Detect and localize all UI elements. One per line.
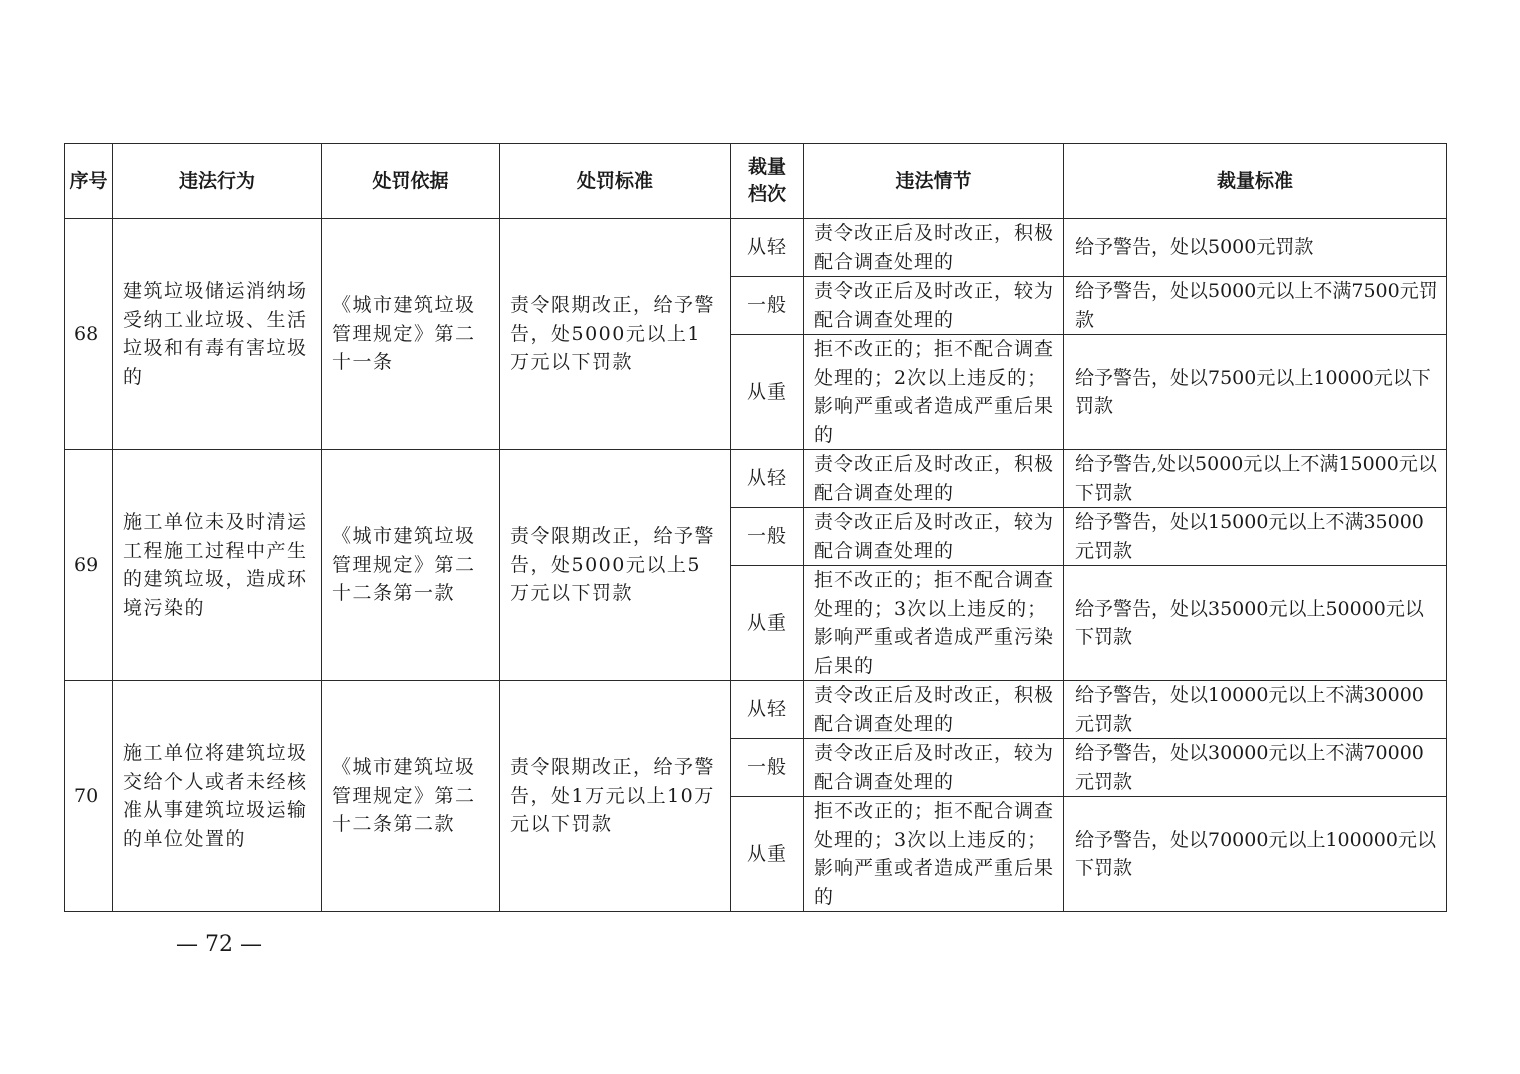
row-seq: 68	[65, 219, 113, 450]
row-basis: 《城市建筑垃圾管理规定》第二十二条第一款	[322, 450, 500, 681]
table-row	[65, 450, 1447, 508]
row-basis: 《城市建筑垃圾管理规定》第二十二条第二款	[322, 681, 500, 912]
row-standard: 责令限期改正，给予警告，处1万元以上10万元以下罚款	[500, 681, 731, 912]
row-standard: 责令限期改正，给予警告，处5000元以上1万元以下罚款	[500, 219, 731, 450]
header-act: 违法行为	[113, 144, 322, 219]
discretion-cell: 给予警告，处以7500元以上10000元以下罚款	[1064, 335, 1447, 450]
row-seq: 69	[65, 450, 113, 681]
discretion-cell: 给予警告，处以5000元以上不满7500元罚款	[1064, 277, 1447, 335]
header-row	[65, 144, 1447, 219]
row-standard: 责令限期改正，给予警告，处5000元以上5万元以下罚款	[500, 450, 731, 681]
level-cell: 从重	[731, 566, 804, 681]
discretion-cell: 给予警告，处以10000元以上不满30000元罚款	[1064, 681, 1447, 739]
discretion-cell: 给予警告，处以15000元以上不满35000元罚款	[1064, 508, 1447, 566]
header-standard: 处罚标准	[500, 144, 731, 219]
level-cell: 从重	[731, 335, 804, 450]
row-act: 施工单位将建筑垃圾交给个人或者未经核准从事建筑垃圾运输的单位处置的	[113, 681, 322, 912]
level-cell: 一般	[731, 508, 804, 566]
discretion-cell: 给予警告，处以5000元罚款	[1064, 219, 1447, 277]
row-basis: 《城市建筑垃圾管理规定》第二十一条	[322, 219, 500, 450]
table-row	[65, 219, 1447, 277]
level-cell: 一般	[731, 277, 804, 335]
header-level: 裁量档次	[731, 144, 804, 219]
penalty-discretion-table	[64, 143, 1447, 912]
circumstance-cell: 责令改正后及时改正，积极配合调查处理的	[804, 681, 1064, 739]
level-cell: 从重	[731, 797, 804, 912]
discretion-cell: 给予警告,处以5000元以上不满15000元以下罚款	[1064, 450, 1447, 508]
circumstance-cell: 责令改正后及时改正，较为配合调查处理的	[804, 508, 1064, 566]
discretion-cell: 给予警告，处以35000元以上50000元以下罚款	[1064, 566, 1447, 681]
header-seq: 序号	[65, 144, 113, 219]
row-seq: 70	[65, 681, 113, 912]
circumstance-cell: 拒不改正的；拒不配合调查处理的；2次以上违反的；影响严重或者造成严重后果的	[804, 335, 1064, 450]
circumstance-cell: 责令改正后及时改正，较为配合调查处理的	[804, 277, 1064, 335]
row-act: 施工单位未及时清运工程施工过程中产生的建筑垃圾，造成环境污染的	[113, 450, 322, 681]
page-number: — 72 —	[176, 932, 262, 957]
circumstance-cell: 责令改正后及时改正，积极配合调查处理的	[804, 219, 1064, 277]
level-cell: 从轻	[731, 450, 804, 508]
header-discretion: 裁量标准	[1064, 144, 1447, 219]
level-cell: 从轻	[731, 681, 804, 739]
header-circumstance: 违法情节	[804, 144, 1064, 219]
level-cell: 从轻	[731, 219, 804, 277]
discretion-cell: 给予警告，处以70000元以上100000元以下罚款	[1064, 797, 1447, 912]
circumstance-cell: 拒不改正的；拒不配合调查处理的；3次以上违反的；影响严重或者造成严重后果的	[804, 797, 1064, 912]
row-act: 建筑垃圾储运消纳场受纳工业垃圾、生活垃圾和有毒有害垃圾的	[113, 219, 322, 450]
header-basis: 处罚依据	[322, 144, 500, 219]
level-cell: 一般	[731, 739, 804, 797]
circumstance-cell: 责令改正后及时改正，积极配合调查处理的	[804, 450, 1064, 508]
circumstance-cell: 责令改正后及时改正，较为配合调查处理的	[804, 739, 1064, 797]
discretion-cell: 给予警告，处以30000元以上不满70000元罚款	[1064, 739, 1447, 797]
table-row	[65, 681, 1447, 739]
circumstance-cell: 拒不改正的；拒不配合调查处理的；3次以上违反的；影响严重或者造成严重污染后果的	[804, 566, 1064, 681]
